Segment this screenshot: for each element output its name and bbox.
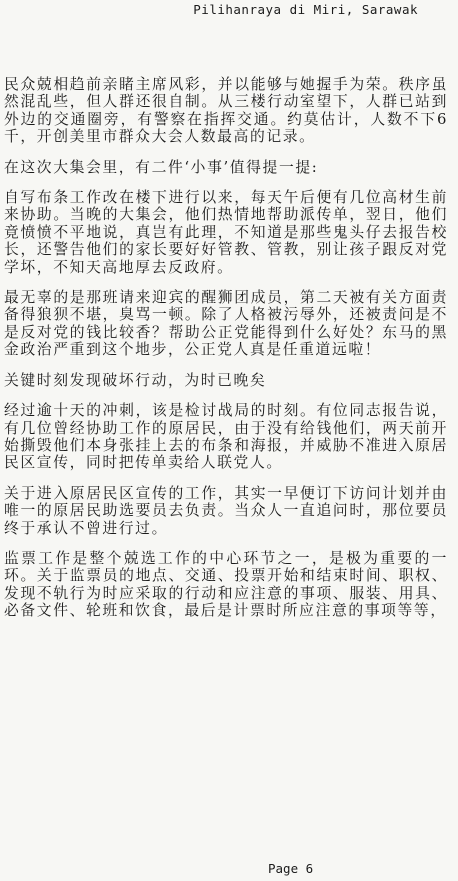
page-body: [4, 76, 448, 633]
paragraph: 最无辜的是那班请来迎宾的醒狮团成员，第二天被有关方面责备得狼狈不堪，臭骂一顿。除了人格被污辱外，还被责问是不是反对党的钱比较香？帮助公正党能得到什么好处？东马的黑金政治严重到这个地步，公正党人真是任重道远啦！: [4, 289, 448, 359]
page-number: Page 6: [268, 861, 314, 876]
paragraph: 经过逾十天的冲刺，该是检讨战局的时刻。有位同志报告说，有几位曾经协助工作的原居民，由于没有给钱他们，两天前开始撕毁他们本身张挂上去的布条和海报，并威胁不准进入原居民区宣传，同时把传单卖给人联党人。: [4, 402, 448, 472]
paragraph: 在这次大集会里，有二件‘小事’值得提一提:: [4, 158, 319, 176]
paragraph: 关于进入原居民区宣传的工作，其实一早便订下访问计划并由唯一的原居民助选要员去负责。当众人一直追问时，那位要员终于承认不曾进行过。: [4, 484, 448, 537]
paragraph: 民众兢相趋前亲睹主席风彩，并以能够与她握手为荣。秩序虽然混乱些，但人群还很自制。从三楼行动室望下，人群已站到外边的交通圈旁，有警察在指挥交通。约莫估计，人数不下6千，开创美里市群众大会人数最高的记录。: [4, 76, 448, 146]
section-heading: 关键时刻发现破坏行动，为时已晚矣: [4, 371, 267, 389]
paragraph: 监票工作是整个兢选工作的中心环节之一，是极为重要的一环。关于监票员的地点、交通、投票开始和结束时间、职权、发现不轨行为时应采取的行动和应注意的事项、服装、用具、必备文件、轮班和饮食，最后是计票时所应注意的事项等等，: [4, 549, 448, 620]
paragraph: 自写布条工作改在楼下进行以来，每天午后便有几位高材生前来协助。当晚的大集会，他们热情地帮助派传单，翌日，他们竟愤愤不平地说，真岂有此理，不知道是那些鬼头仔去报告校长，还警告他们的家长要好好管教、管教，别让孩子跟反对党学坏，不知天高地厚去反政府。: [4, 189, 448, 276]
running-header: Pilihanraya di Miri, Sarawak: [193, 2, 418, 17]
